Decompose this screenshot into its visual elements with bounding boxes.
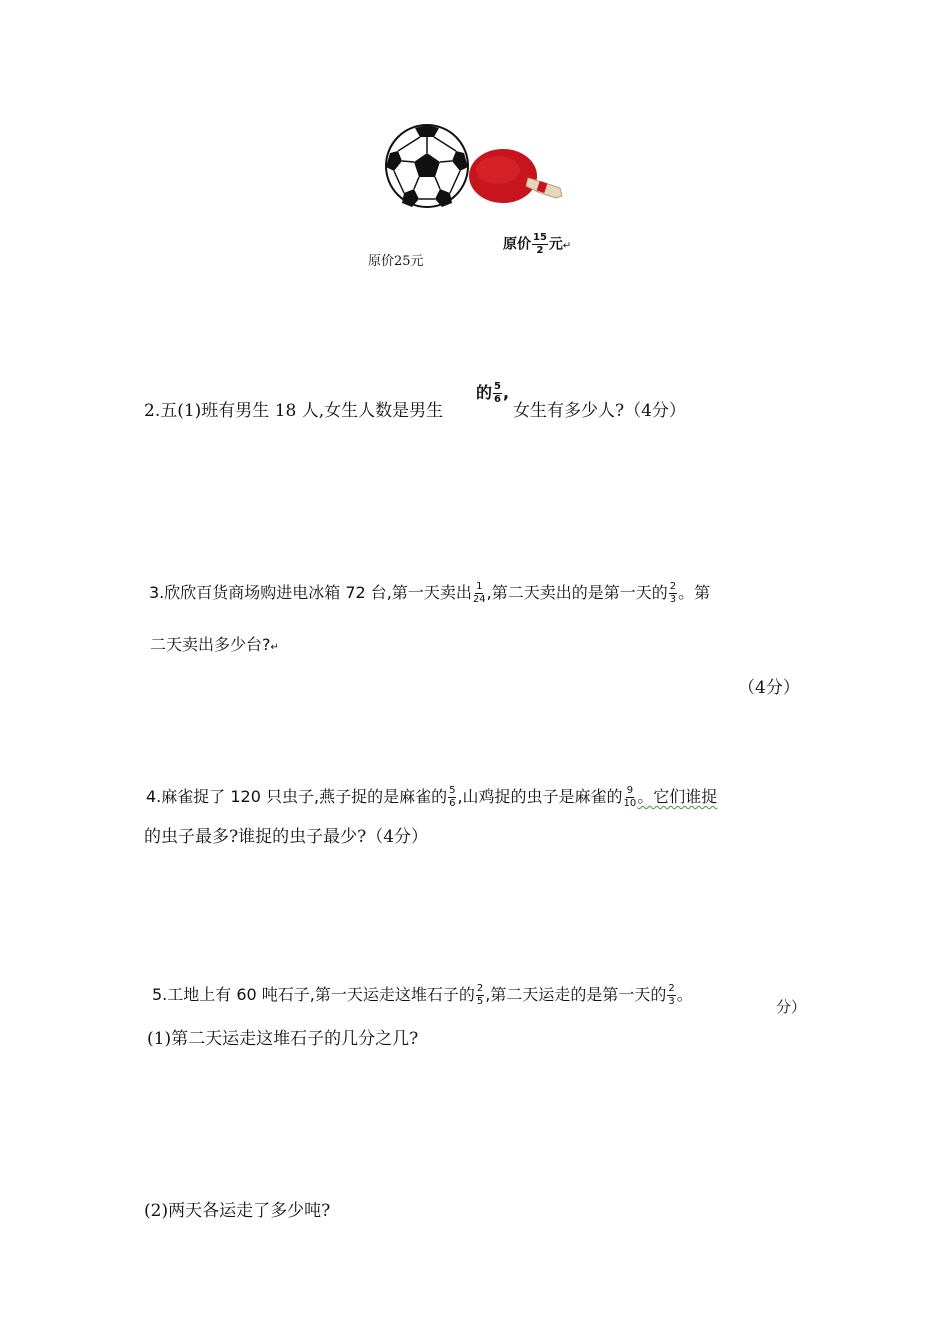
q3-text-b: ,第二天卖出的是第一天的 xyxy=(486,583,668,602)
fraction-denominator: 10 xyxy=(623,798,637,809)
fraction-numerator: 5 xyxy=(449,785,456,796)
fraction-denominator: 3 xyxy=(668,996,675,1007)
question-3 xyxy=(149,580,710,605)
return-mark: ↵ xyxy=(562,240,572,252)
question-5 xyxy=(152,982,693,1007)
question-2 xyxy=(144,396,443,421)
q2-text: 2.五(1)班有男生 18 人,女生人数是男生 xyxy=(144,401,444,421)
q2-text-b: 女生有多少人?（4分） xyxy=(513,401,686,421)
fraction-denominator: 3 xyxy=(669,594,677,605)
q2-de: 的 xyxy=(476,383,493,402)
fraction-denominator: 24 xyxy=(472,594,486,605)
q5-score: 分） xyxy=(776,998,807,1016)
ping-pong-paddle-icon xyxy=(468,148,578,208)
fraction-numerator: 2 xyxy=(668,983,675,994)
q3-line2-text: 二天卖出多少台? xyxy=(150,635,271,654)
q5-sub1: (1)第二天运走这堆石子的几分之几? xyxy=(147,1029,419,1049)
q2-fraction-block xyxy=(476,380,509,405)
q4-text-a: 4.麻雀捉了 120 只虫子,燕子捉的是麻雀的 xyxy=(146,787,448,806)
fraction-denominator: 2 xyxy=(536,245,544,256)
paddle-price-prefix: 原价 xyxy=(503,236,531,253)
return-mark: ↵ xyxy=(270,642,279,653)
fraction-numerator: 2 xyxy=(669,581,677,592)
fraction-denominator: 6 xyxy=(449,798,456,809)
q5-text-b: ,第二天运走的是第一天的 xyxy=(485,985,667,1004)
paddle-price xyxy=(503,233,571,256)
fraction-numerator: 5 xyxy=(494,381,501,392)
paddle-price-suffix: 元 xyxy=(548,236,563,253)
fraction-numerator: 2 xyxy=(476,983,484,994)
q4-line2: 的虫子最多?谁捉的虫子最少?（4分） xyxy=(144,827,429,847)
paddle-price-fraction xyxy=(532,233,548,256)
fraction-denominator: 6 xyxy=(494,394,501,405)
fraction-numerator: 15 xyxy=(533,232,547,243)
q2-comma: , xyxy=(502,383,510,402)
q4-text-b: ,山鸡捉的虫子是麻雀的 xyxy=(457,787,623,806)
question-4 xyxy=(146,784,717,809)
q3-text-a: 3.欣欣百货商场购进电冰箱 72 台,第一天卖出 xyxy=(149,583,472,602)
soccer-price: 原价25元 xyxy=(368,254,424,269)
fraction-numerator: 9 xyxy=(626,785,634,796)
q3-score: （4分） xyxy=(738,678,800,698)
q5-sub2: (2)两天各运走了多少吨? xyxy=(144,1201,331,1221)
q4-text-c: 。它们谁捉 xyxy=(637,787,718,806)
fraction-denominator: 5 xyxy=(476,996,484,1007)
q5-text-c: 。 xyxy=(676,985,693,1004)
q3-line2 xyxy=(150,632,279,655)
q3-text-c: 。第 xyxy=(678,583,711,602)
fraction-numerator: 1 xyxy=(476,581,483,592)
soccer-ball-icon xyxy=(384,123,470,209)
q5-text-a: 5.工地上有 60 吨石子,第一天运走这堆石子的 xyxy=(152,985,475,1004)
